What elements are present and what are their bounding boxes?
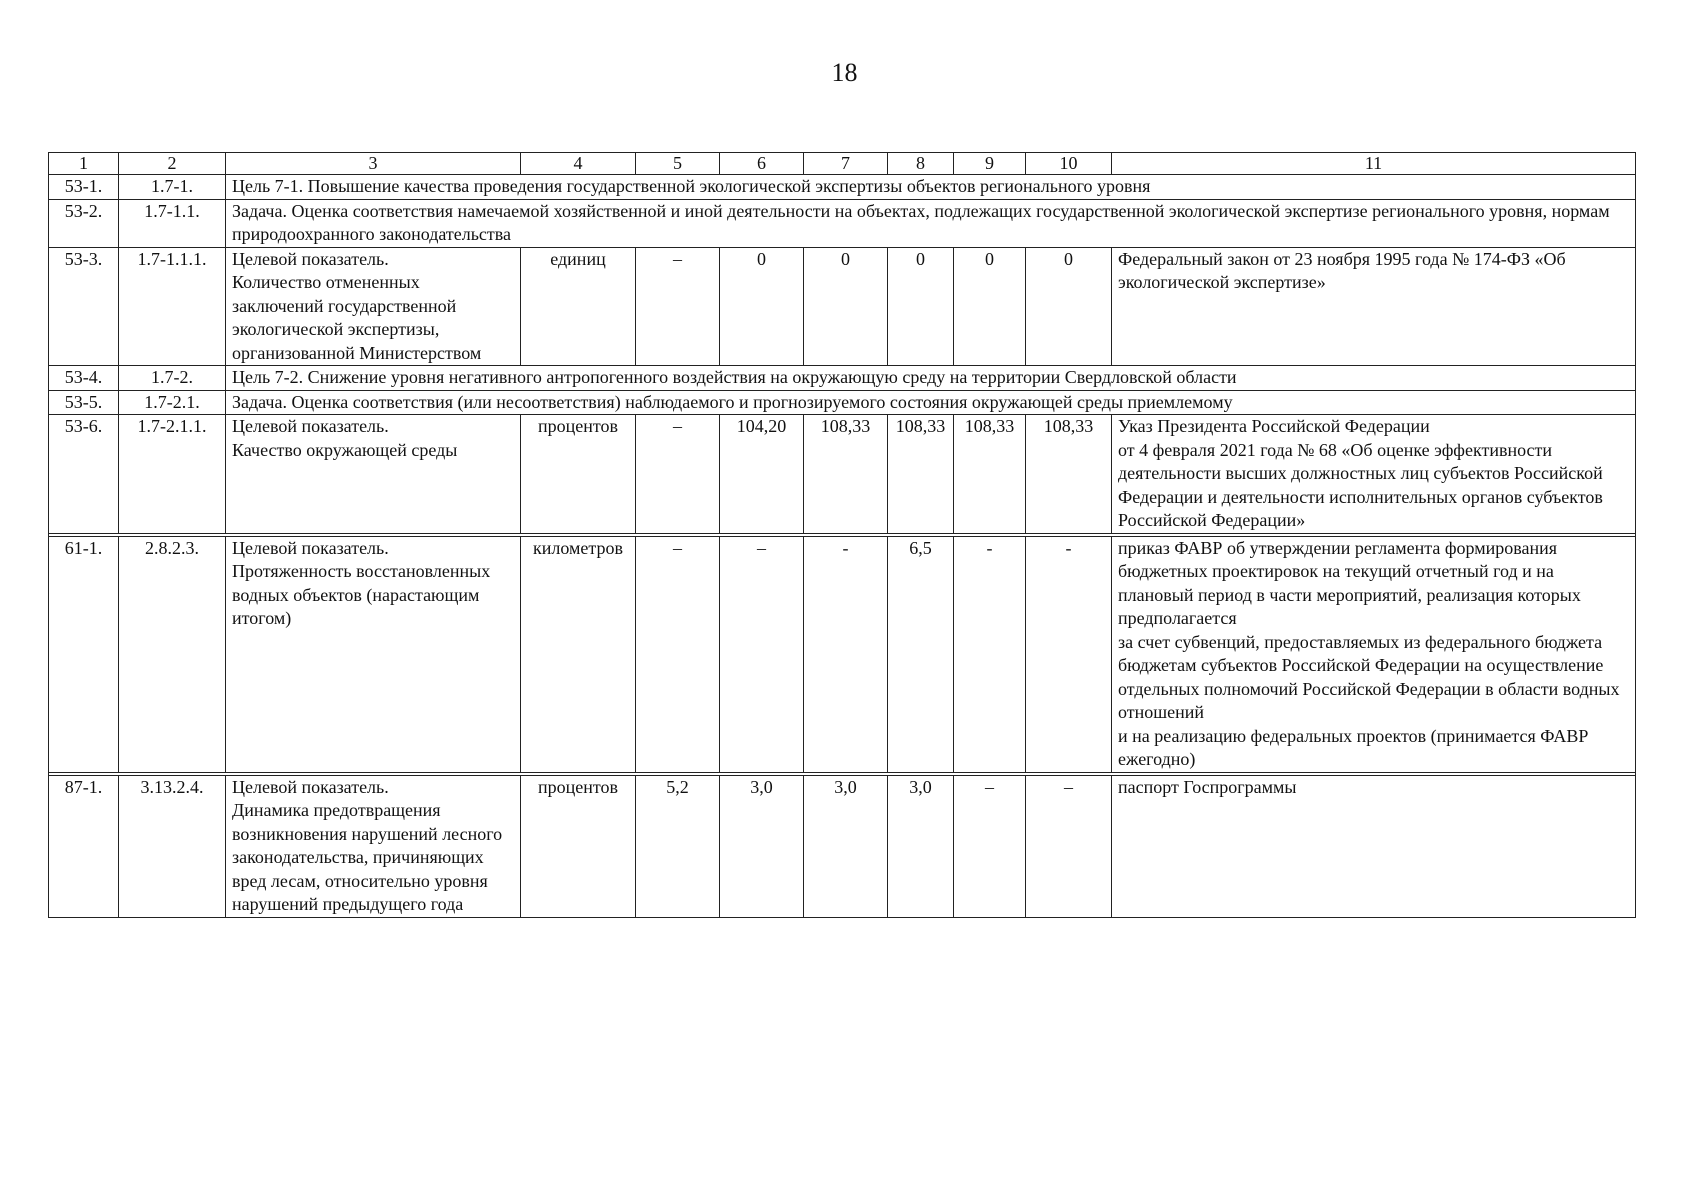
row-code: 1.7-2.1.1. — [119, 415, 226, 534]
table-row — [49, 247, 1636, 366]
unit-cell: километров — [521, 536, 636, 772]
value-cell-6: 0 — [720, 247, 804, 366]
page-number: 18 — [831, 58, 858, 87]
table-row — [49, 536, 1636, 772]
header-cell: 5 — [636, 153, 720, 175]
row-code: 1.7-1.1. — [119, 199, 226, 247]
table-row — [49, 175, 1636, 200]
value-cell-6: 104,20 — [720, 415, 804, 534]
value-cell-9: 108,33 — [954, 415, 1026, 534]
value-cell-7: 3,0 — [804, 775, 888, 917]
row-number: 53-5. — [49, 390, 119, 415]
table-row — [49, 775, 1636, 917]
value-cell-10: 0 — [1026, 247, 1112, 366]
indicator-text: Целевой показатель. Динамика предотвращения возникновения нарушений лесного законодательства, причиняющих вред лесам, относительно уровня нарушений предыдущего года — [226, 775, 521, 917]
value-cell-7: - — [804, 536, 888, 772]
indicators-table — [48, 152, 1636, 918]
table-row — [49, 415, 1636, 534]
header-cell: 7 — [804, 153, 888, 175]
task-text: Задача. Оценка соответствия (или несоответствия) наблюдаемого и прогнозируемого состояния окружающей среды приемлемому — [226, 390, 1636, 415]
goal-text: Цель 7-2. Снижение уровня негативного антропогенного воздействия на окружающую среду на территории Свердловской области — [226, 366, 1636, 391]
header-cell: 9 — [954, 153, 1026, 175]
row-code: 2.8.2.3. — [119, 536, 226, 772]
task-text: Задача. Оценка соответствия намечаемой хозяйственной и иной деятельности на объектах, подлежащих государственной экологической экспертизе регионального уровня, нормам природоохранного законодательства — [226, 199, 1636, 247]
value-cell-5: – — [636, 536, 720, 772]
header-cell: 3 — [226, 153, 521, 175]
value-cell-5: – — [636, 415, 720, 534]
source-text: Указ Президента Российской Федерации от 4 февраля 2021 года № 68 «Об оценке эффективности деятельности высших должностных лиц субъектов Российской Федерации и деятельности исполнительных органов субъектов Российской Федерации» — [1112, 415, 1636, 534]
value-cell-7: 108,33 — [804, 415, 888, 534]
row-number: 53-6. — [49, 415, 119, 534]
row-number: 53-1. — [49, 175, 119, 200]
row-code: 1.7-1.1.1. — [119, 247, 226, 366]
unit-cell: единиц — [521, 247, 636, 366]
header-row — [49, 153, 1636, 175]
header-cell: 11 — [1112, 153, 1636, 175]
source-text: паспорт Госпрограммы — [1112, 775, 1636, 917]
row-code: 1.7-2.1. — [119, 390, 226, 415]
value-cell-5: 5,2 — [636, 775, 720, 917]
value-cell-8: 6,5 — [888, 536, 954, 772]
header-cell: 4 — [521, 153, 636, 175]
row-number: 61-1. — [49, 536, 119, 772]
indicator-text: Целевой показатель. Протяженность восстановленных водных объектов (нарастающим итогом) — [226, 536, 521, 772]
header-cell: 6 — [720, 153, 804, 175]
value-cell-7: 0 — [804, 247, 888, 366]
source-text: Федеральный закон от 23 ноября 1995 года № 174-ФЗ «Об экологической экспертизе» — [1112, 247, 1636, 366]
header-cell: 8 — [888, 153, 954, 175]
value-cell-9: 0 — [954, 247, 1026, 366]
row-code: 1.7-2. — [119, 366, 226, 391]
value-cell-9: - — [954, 536, 1026, 772]
value-cell-8: 108,33 — [888, 415, 954, 534]
header-cell: 1 — [49, 153, 119, 175]
value-cell-6: 3,0 — [720, 775, 804, 917]
header-cell: 2 — [119, 153, 226, 175]
row-number: 53-4. — [49, 366, 119, 391]
value-cell-8: 3,0 — [888, 775, 954, 917]
value-cell-5: – — [636, 247, 720, 366]
value-cell-10: – — [1026, 775, 1112, 917]
value-cell-9: – — [954, 775, 1026, 917]
value-cell-10: 108,33 — [1026, 415, 1112, 534]
unit-cell: процентов — [521, 415, 636, 534]
table-row — [49, 390, 1636, 415]
row-number: 87-1. — [49, 775, 119, 917]
row-code: 1.7-1. — [119, 175, 226, 200]
header-cell: 10 — [1026, 153, 1112, 175]
goal-text: Цель 7-1. Повышение качества проведения государственной экологической экспертизы объектов регионального уровня — [226, 175, 1636, 200]
row-number: 53-2. — [49, 199, 119, 247]
row-number: 53-3. — [49, 247, 119, 366]
table-row — [49, 366, 1636, 391]
row-code: 3.13.2.4. — [119, 775, 226, 917]
source-text: приказ ФАВР об утверждении регламента формирования бюджетных проектировок на текущий отчетный год и на плановый период в части мероприятий, реализация которых предполагается за счет субвенций, предоставляемых из федерального бюджета бюджетам субъектов Российской Федерации на осуществление отдельных полномочий Российской Федерации в области водных отношений и на реализацию федеральных проектов (принимается ФАВР ежегодно) — [1112, 536, 1636, 772]
value-cell-10: - — [1026, 536, 1112, 772]
table-row — [49, 199, 1636, 247]
unit-cell: процентов — [521, 775, 636, 917]
value-cell-6: – — [720, 536, 804, 772]
value-cell-8: 0 — [888, 247, 954, 366]
indicator-text: Целевой показатель. Количество отмененных заключений государственной экологической экспертизы, организованной Министерством — [226, 247, 521, 366]
indicator-text: Целевой показатель. Качество окружающей среды — [226, 415, 521, 534]
